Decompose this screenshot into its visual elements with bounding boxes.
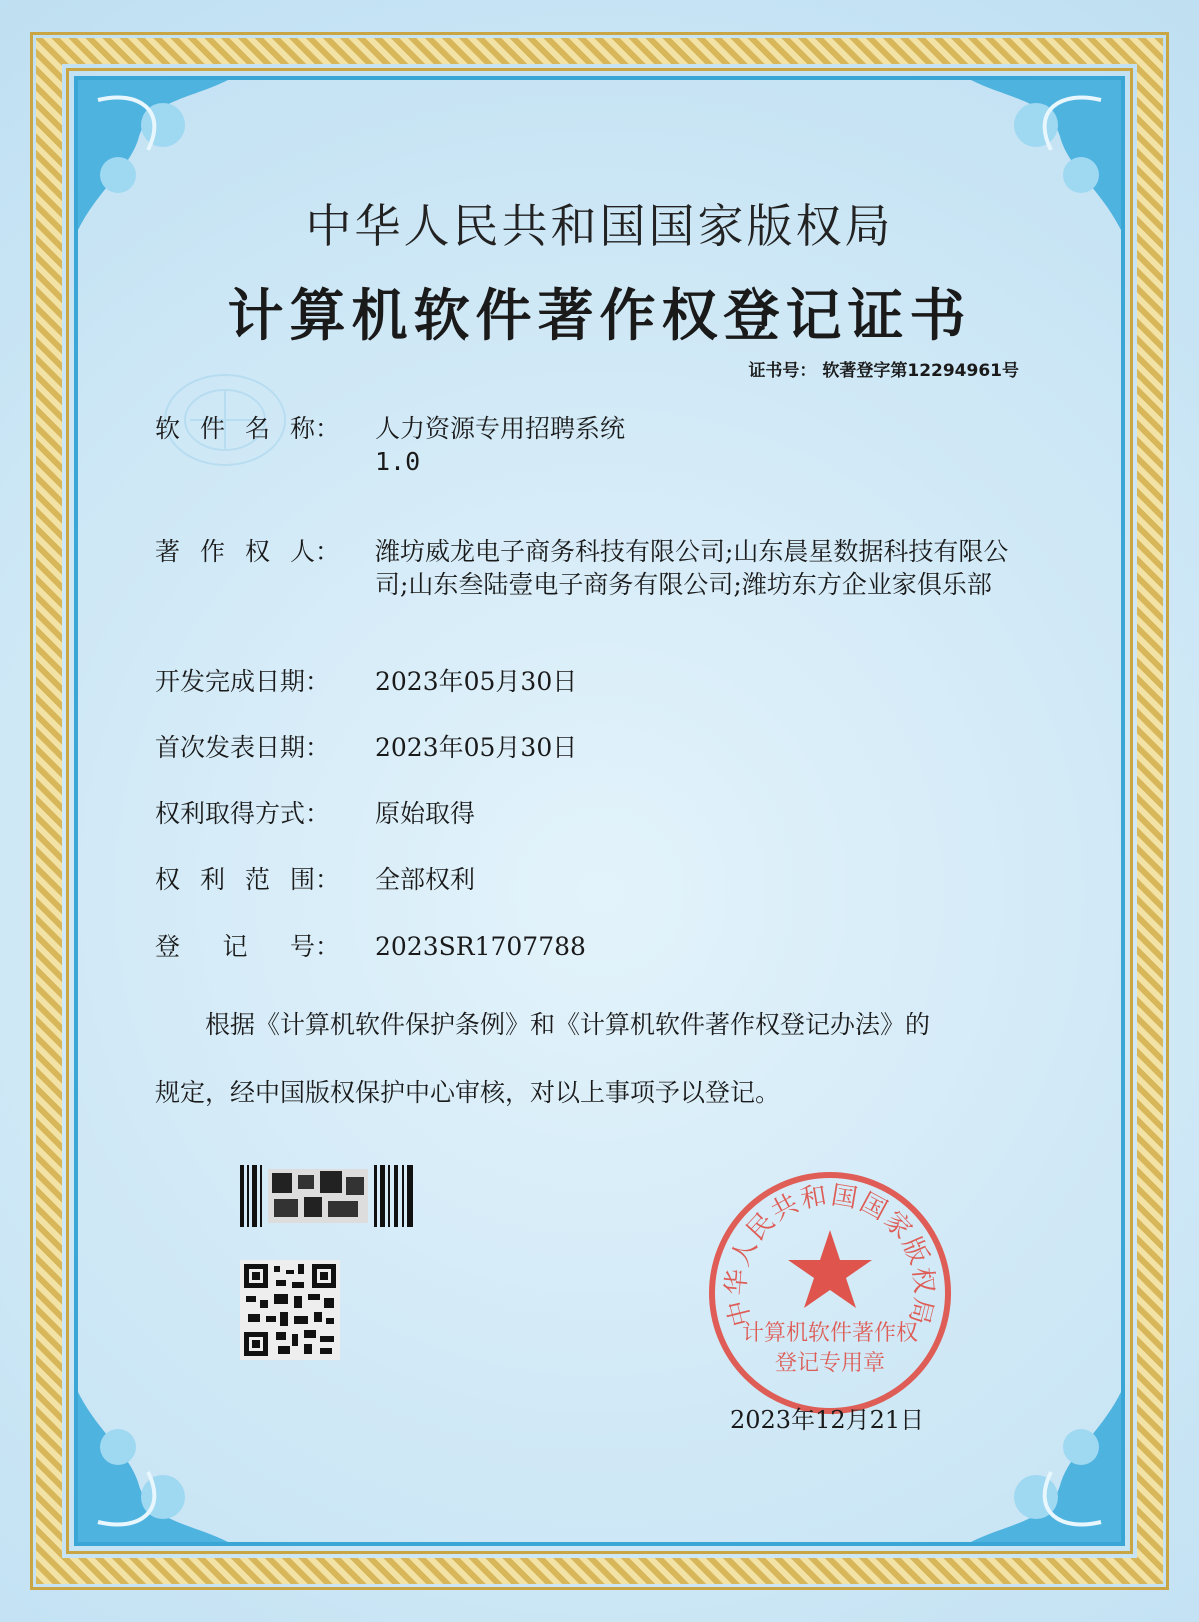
acquire-method-value: 原始取得 <box>375 799 476 828</box>
certificate-number-value: 软著登字第12294961号 <box>822 361 1019 381</box>
corner-ornament-bottom-left <box>78 1392 228 1542</box>
rights-scope-value: 全部权利 <box>375 865 476 894</box>
field-label: 软 件 名 称： <box>155 414 340 443</box>
corner-ornament-bottom-right <box>971 1392 1121 1542</box>
dev-date-value: 2023年05月30日 <box>375 667 578 696</box>
field-label: 权 利 范 围： <box>155 865 340 894</box>
seal-line-2: 登记专用章 <box>774 1351 886 1376</box>
field-label: 权利取得方式： <box>155 799 331 828</box>
statement-line-2: 规定，经中国版权保护中心审核，对以上事项予以登记。 <box>155 1078 781 1107</box>
software-version: 1.0 <box>375 447 421 476</box>
issuing-authority: 中华人民共和国国家版权局 <box>305 199 894 253</box>
field-label: 首次发表日期： <box>155 733 331 762</box>
copyright-owner-value: 潍坊威龙电子商务科技有限公司;山东晨星数据科技有限公司;山东叁陆壹电子商务有限公司;潍坊东方企业家俱乐部 <box>375 537 1009 599</box>
official-seal <box>705 1168 955 1418</box>
qr-code <box>240 1260 340 1360</box>
barcode <box>240 1165 415 1227</box>
seal-line-1: 计算机软件著作权 <box>741 1321 919 1346</box>
field-label: 登 记 号： <box>155 932 340 961</box>
registration-number-value: 2023SR1707788 <box>375 932 586 961</box>
issue-date: 2023年12月21日 <box>730 1406 925 1434</box>
seal-arc-text: 中华人民共和国国家版权局 <box>721 1180 939 1330</box>
certificate-number <box>748 356 1019 381</box>
statement-line-1: 根据《计算机软件保护条例》和《计算机软件著作权登记办法》的 <box>205 1010 931 1039</box>
software-name-value: 人力资源专用招聘系统 <box>375 414 626 443</box>
publish-date-value: 2023年05月30日 <box>375 733 578 762</box>
field-value <box>375 412 1035 478</box>
certificate-number-label: 证书号： <box>748 361 817 381</box>
certificate-title: 计算机软件著作权登记证书 <box>227 283 972 349</box>
field-label: 开发完成日期： <box>155 667 331 696</box>
field-label: 著 作 权 人： <box>155 537 340 566</box>
